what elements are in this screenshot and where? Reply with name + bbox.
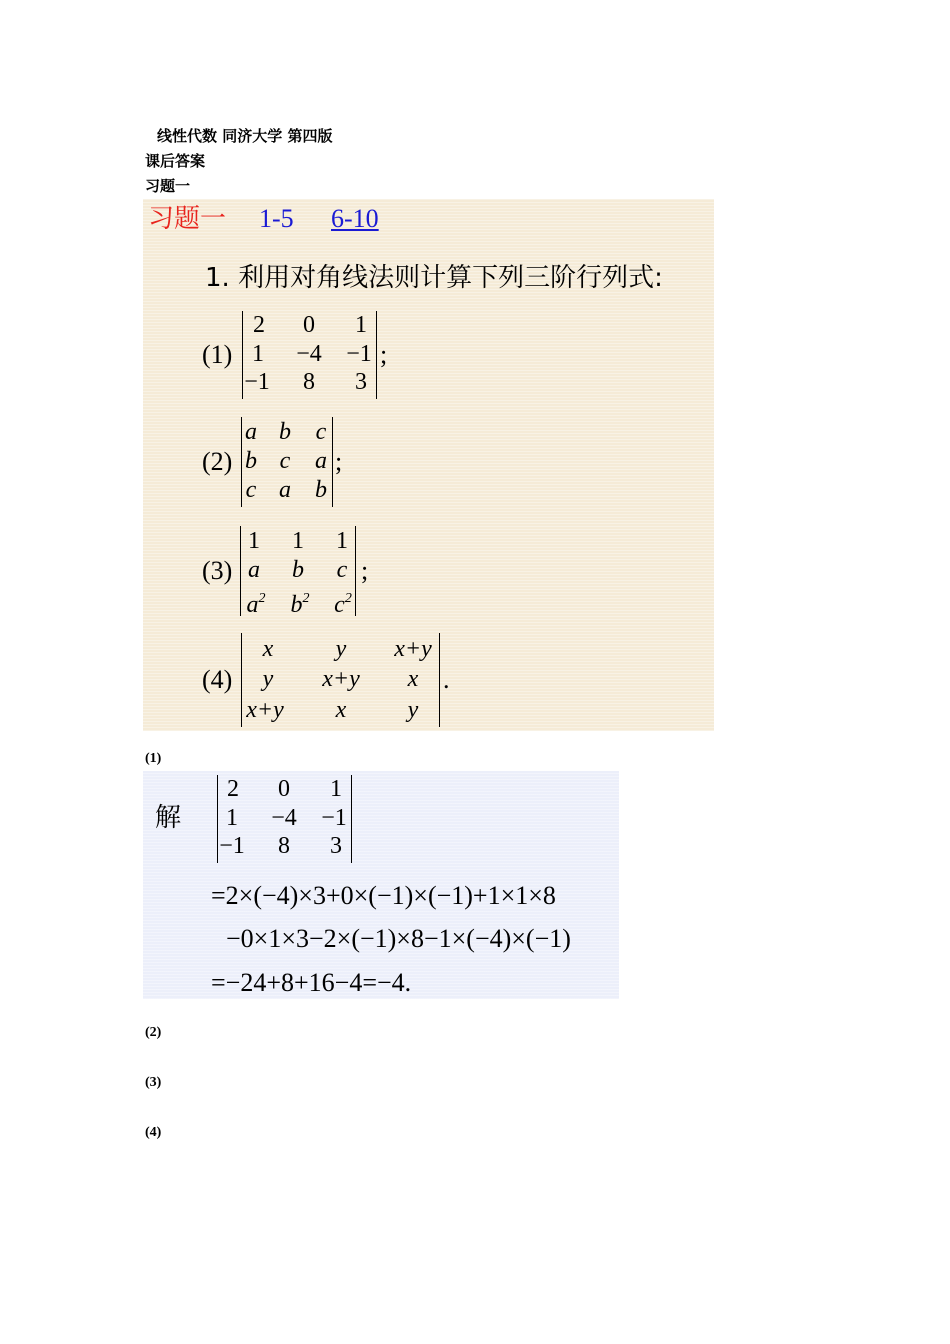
det-bar-right: [351, 775, 352, 863]
answer-label-1: (1): [145, 751, 162, 766]
det-cell: 1: [330, 776, 342, 802]
link-1-5[interactable]: 1-5: [259, 204, 294, 233]
solution-image: [143, 771, 619, 999]
item-label-1: (1): [202, 340, 233, 369]
det-cell: 1: [292, 528, 304, 554]
det-cell: 0: [303, 312, 315, 338]
det-cell: −1: [244, 369, 270, 395]
det-cell: 1: [252, 341, 264, 367]
det-cell: [247, 585, 266, 619]
det-bar-left: [241, 633, 242, 727]
item-tail-2: ;: [335, 447, 343, 476]
det-cell: 3: [330, 833, 342, 859]
item-label-4: (4): [202, 665, 233, 694]
det-cell: −1: [321, 805, 347, 831]
item-label-3: (3): [202, 556, 233, 585]
item-label-2: (2): [202, 447, 233, 476]
det-cell: c: [336, 557, 348, 583]
solution-line-1: =2×(−4)×3+0×(−1)×(−1)+1×1×8: [211, 881, 556, 910]
det-cell: 1: [355, 312, 367, 338]
det-cell: 0: [278, 776, 290, 802]
det-bar-right: [376, 311, 377, 399]
det-cell: a: [245, 419, 257, 445]
det-cell: −1: [219, 833, 245, 859]
det-cell: y: [407, 697, 419, 723]
det-cell: x: [407, 666, 419, 692]
det-cell: 3: [355, 369, 367, 395]
document-title: 线性代数 同济大学 第四版: [157, 127, 333, 145]
det-cell: −1: [346, 341, 372, 367]
item-tail-3: ;: [361, 556, 369, 585]
det-bar-left: [217, 775, 218, 863]
det-cell: 8: [278, 833, 290, 859]
det-cell: x: [335, 697, 347, 723]
det-cell: y: [335, 636, 347, 662]
det-cell: a: [248, 557, 260, 583]
question-text: 1. 利用对角线法则计算下列三阶行列式:: [205, 263, 663, 293]
item-tail-4: .: [443, 665, 450, 694]
det-cell: b: [292, 557, 304, 583]
det-cell: 2: [227, 776, 239, 802]
det-cell: c: [279, 448, 291, 474]
problem-heading: 习题一: [148, 204, 227, 234]
answer-label-2: (2): [145, 1025, 162, 1040]
det-cell: −4: [271, 805, 297, 831]
document-subtitle: 课后答案: [145, 152, 206, 170]
det-cell: c: [245, 477, 257, 503]
det-cell: 8: [303, 369, 315, 395]
det-bar-right: [355, 526, 356, 616]
det-bar-left: [240, 526, 241, 616]
det-cell-base: a: [246, 592, 259, 618]
det-cell: x+y: [246, 697, 284, 723]
det-bar-left: [242, 311, 243, 399]
det-cell: x+y: [394, 636, 432, 662]
solution-prefix: 解: [155, 803, 182, 833]
exponent: 2: [344, 591, 352, 606]
det-cell: b: [315, 477, 327, 503]
det-cell: x: [262, 636, 274, 662]
det-cell: x+y: [322, 666, 360, 692]
det-cell: 1: [226, 805, 238, 831]
det-cell: a: [315, 448, 327, 474]
answer-label-3: (3): [145, 1075, 162, 1090]
det-cell: [334, 585, 352, 619]
link-6-10[interactable]: 6-10: [331, 204, 379, 233]
det-bar-left: [241, 417, 242, 507]
det-cell: y: [262, 666, 274, 692]
det-cell: c: [315, 419, 327, 445]
answer-label-4: (4): [145, 1125, 162, 1140]
det-cell: b: [245, 448, 257, 474]
solution-line-2: −0×1×3−2×(−1)×8−1×(−4)×(−1): [226, 924, 571, 953]
exponent: 2: [302, 591, 310, 606]
det-cell: b: [279, 419, 291, 445]
det-cell: 1: [336, 528, 348, 554]
det-cell-base: b: [290, 592, 303, 618]
det-cell: −4: [296, 341, 322, 367]
det-cell-base: c: [334, 592, 345, 618]
problem-image: [143, 199, 714, 731]
solution-line-3: =−24+8+16−4=−4.: [211, 968, 412, 997]
det-cell: a: [279, 477, 291, 503]
det-cell: 1: [248, 528, 260, 554]
det-cell: [291, 585, 310, 619]
det-cell: 2: [253, 312, 265, 338]
exponent: 2: [258, 591, 266, 606]
item-tail-1: ;: [380, 340, 388, 369]
det-bar-right: [439, 633, 440, 727]
section-title: 习题一: [145, 177, 191, 195]
det-bar-right: [332, 417, 333, 507]
